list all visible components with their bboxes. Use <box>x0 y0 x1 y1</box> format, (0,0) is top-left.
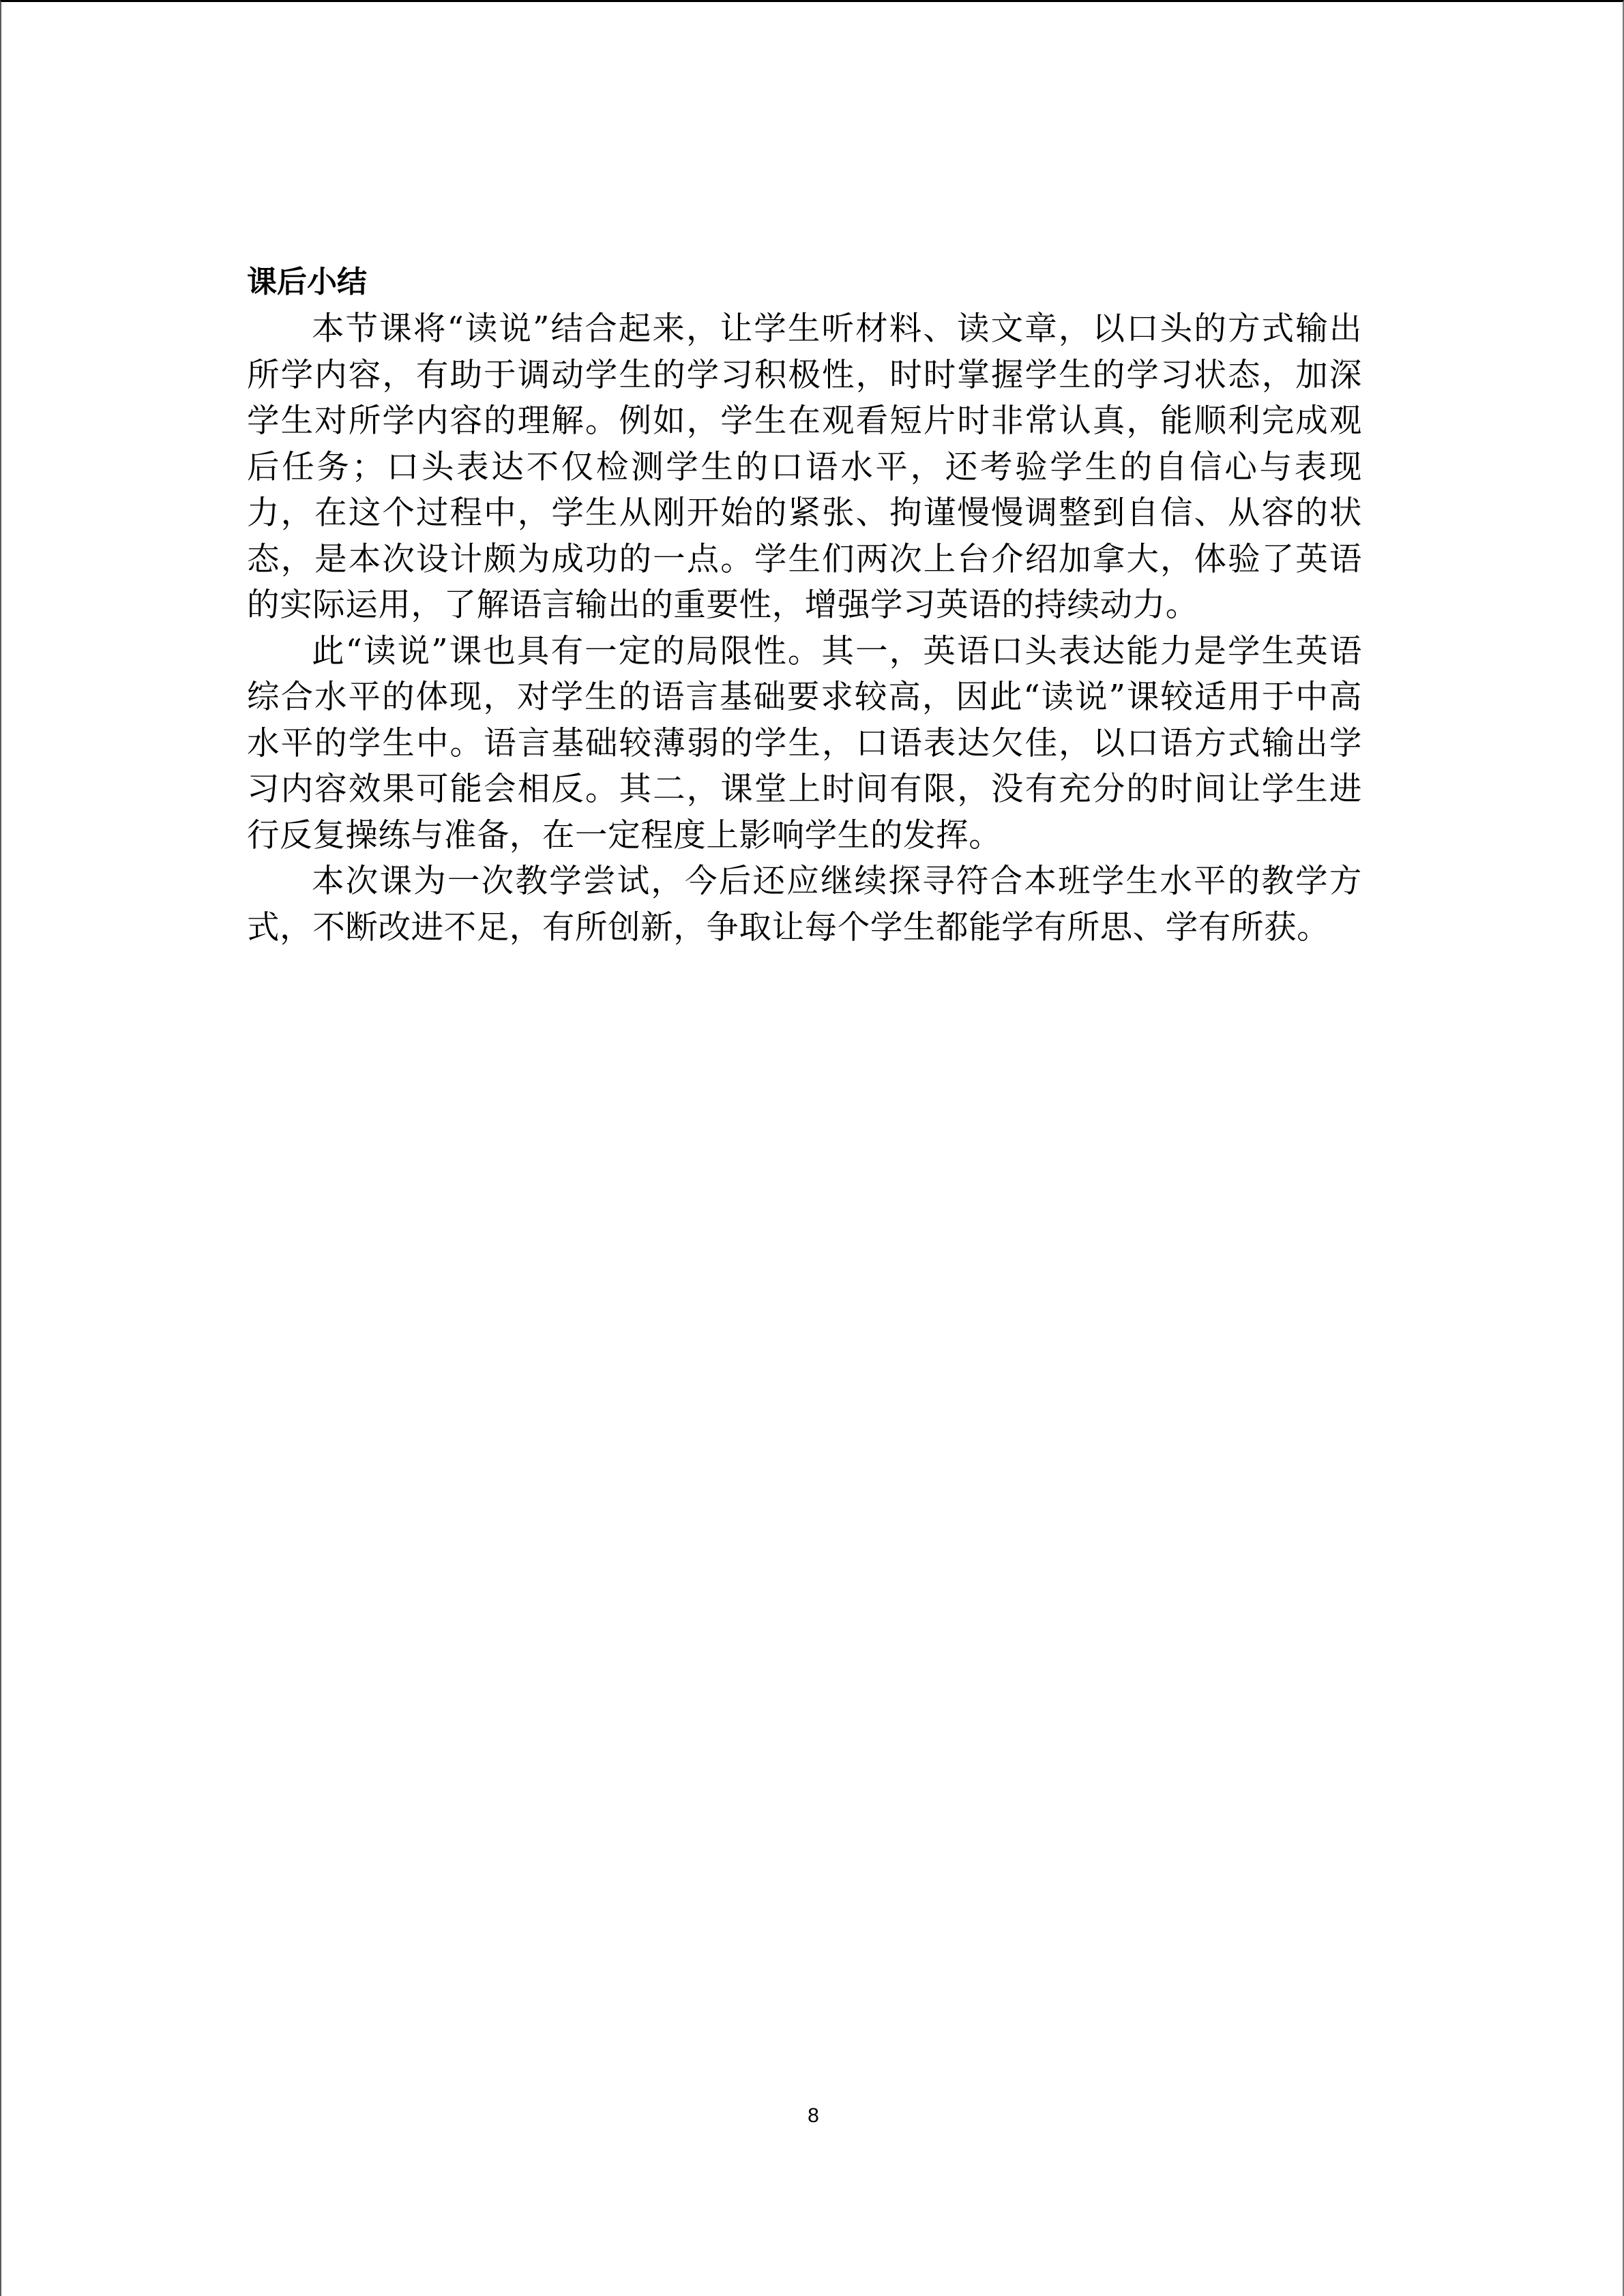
paragraph-outlook: 本次课为一次教学尝试，今后还应继续探寻符合本班学生水平的教学方式，不断改进不足，有所创新，争取让每个学生都能学有所思、学有所获。 <box>247 863 1362 946</box>
paragraph-limitations: 此“读说”课也具有一定的局限性。其一，英语口头表达能力是学生英语综合水平的体现，对学生的语言基础要求较高，因此“读说”课较适用于中高水平的学生中。语言基础较薄弱的学生，口语表达欠佳，以口语方式输出学习内容效果可能会相反。其二，课堂上时间有限，没有充分的时间让学生进行反复操练与准备，在一定程度上影响学生的发挥。 <box>247 632 1362 854</box>
page-body <box>247 258 1362 951</box>
page-number: 8 <box>808 2104 819 2127</box>
paragraph-summary: 本节课将“读说”结合起来，让学生听材料、读文章，以口头的方式输出所学内容，有助于调动学生的学习积极性，时时掌握学生的学习状态，加深学生对所学内容的理解。例如，学生在观看短片时非常认真，能顺利完成观后任务；口头表达不仅检测学生的口语水平，还考验学生的自信心与表现力，在这个过程中，学生从刚开始的紧张、拘谨慢慢调整到自信、从容的状态，是本次设计颇为成功的一点。学生们两次上台介绍加拿大，体验了英语的实际运用，了解语言输出的重要性，增强学习英语的持续动力。 <box>247 310 1362 624</box>
section-heading: 课后小结 <box>247 265 367 299</box>
